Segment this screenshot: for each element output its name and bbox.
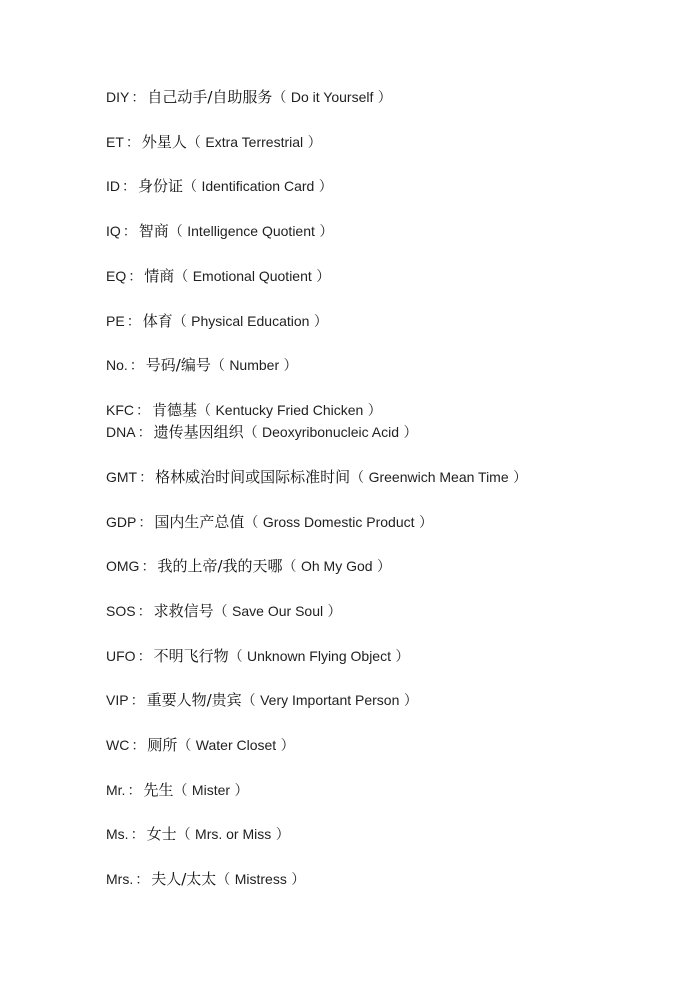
english-full-form: Kentucky Fried Chicken	[215, 402, 364, 418]
colon-separator: ：	[129, 358, 144, 374]
open-paren: （	[176, 827, 196, 843]
close-paren: ）	[414, 515, 433, 531]
chinese-meaning: 身份证	[138, 177, 184, 195]
open-paren: （	[350, 470, 369, 486]
chinese-meaning: 智商	[138, 222, 169, 240]
abbreviation: Ms.	[106, 826, 129, 842]
entry-wc	[106, 736, 295, 755]
colon-separator: ：	[131, 90, 146, 106]
english-full-form: Unknown Flying Object	[247, 648, 391, 664]
close-paren: ）	[508, 470, 528, 486]
chinese-meaning: 外星人	[141, 133, 187, 151]
entry-gmt	[106, 468, 527, 487]
colon-separator: ：	[138, 515, 153, 531]
abbreviation: KFC	[106, 402, 134, 418]
entry-ufo	[106, 647, 409, 666]
chinese-meaning: 号码/编号	[145, 356, 211, 374]
open-paren: （	[173, 783, 192, 799]
chinese-meaning: 遗传基因组织	[153, 423, 244, 441]
close-paren: ）	[309, 314, 328, 330]
chinese-meaning: 自己动手/自助服务	[147, 88, 273, 106]
abbreviation: ET	[106, 134, 124, 150]
close-paren: ）	[286, 872, 306, 888]
english-full-form: Mister	[191, 782, 231, 798]
abbreviation: SOS	[106, 603, 136, 619]
open-paren: （	[197, 403, 216, 419]
close-paren: ）	[363, 403, 382, 419]
abbreviation: GDP	[106, 514, 137, 530]
open-paren: （	[243, 425, 263, 441]
chinese-meaning: 夫人/太太	[151, 870, 217, 888]
colon-separator: ：	[130, 693, 145, 709]
entry-pe	[106, 312, 328, 331]
abbreviation: OMG	[106, 558, 140, 574]
entry-mrs	[106, 870, 305, 889]
chinese-meaning: 先生	[143, 781, 174, 799]
english-full-form: Identification Card	[201, 178, 315, 194]
entry-no	[106, 356, 298, 375]
close-paren: ）	[390, 649, 410, 665]
abbreviation: DNA	[106, 424, 136, 440]
close-paren: ）	[314, 179, 333, 195]
english-full-form: Intelligence Quotient	[187, 223, 315, 239]
close-paren: ）	[311, 269, 331, 285]
entry-omg	[106, 557, 391, 576]
chinese-meaning: 格林威治时间或国际标准时间	[155, 468, 351, 486]
english-full-form: Deoxyribonucleic Acid	[262, 424, 399, 440]
entry-diy	[106, 88, 392, 107]
abbreviation: EQ	[106, 268, 127, 284]
abbreviation: WC	[106, 737, 130, 753]
chinese-meaning: 情商	[144, 267, 175, 285]
english-full-form: Greenwich Mean Time	[368, 469, 509, 485]
entry-kfc	[106, 401, 382, 420]
english-full-form: Number	[229, 357, 280, 373]
open-paren: （	[213, 604, 233, 620]
open-paren: （	[241, 693, 261, 709]
abbreviation: ID	[106, 178, 120, 194]
english-full-form: Extra Terrestrial	[205, 134, 304, 150]
english-full-form: Do it Yourself	[290, 89, 374, 105]
chinese-meaning: 肯德基	[152, 401, 198, 419]
colon-separator: ：	[137, 425, 152, 441]
entry-et	[106, 133, 322, 152]
english-full-form: Gross Domestic Product	[262, 514, 415, 530]
colon-separator: ：	[135, 872, 150, 888]
close-paren: ）	[303, 135, 322, 151]
entry-id	[106, 177, 333, 196]
abbreviation: PE	[106, 313, 125, 329]
colon-separator: ：	[141, 559, 156, 575]
close-paren: ）	[279, 358, 298, 374]
chinese-meaning: 我的上帝/我的天哪	[157, 557, 283, 575]
abbreviation: IQ	[106, 223, 121, 239]
chinese-meaning: 厕所	[147, 736, 178, 754]
open-paren: （	[272, 90, 291, 106]
chinese-meaning: 求救信号	[153, 602, 214, 620]
chinese-meaning: 女士	[146, 825, 177, 843]
chinese-meaning: 不明飞行物	[153, 647, 229, 665]
colon-separator: ：	[122, 224, 137, 240]
colon-separator: ：	[131, 738, 146, 754]
english-full-form: Mistress	[234, 871, 287, 887]
open-paren: （	[172, 314, 192, 330]
english-full-form: Water Closet	[195, 737, 277, 753]
open-paren: （	[183, 179, 202, 195]
chinese-meaning: 重要人物/贵宾	[146, 691, 242, 709]
abbreviation: GMT	[106, 469, 138, 485]
open-paren: （	[210, 358, 230, 374]
open-paren: （	[168, 224, 188, 240]
colon-separator: ：	[122, 179, 136, 195]
colon-separator: ：	[127, 783, 142, 799]
close-paren: ）	[323, 604, 342, 620]
entry-sos	[106, 602, 342, 621]
english-full-form: Save Our Soul	[232, 603, 324, 619]
entry-gdp	[106, 513, 433, 532]
abbreviation: VIP	[106, 692, 129, 708]
colon-separator: ：	[130, 827, 145, 843]
abbreviation: Mr.	[106, 782, 126, 798]
open-paren: （	[282, 559, 301, 575]
abbreviation: Mrs.	[106, 871, 134, 887]
close-paren: ）	[372, 559, 392, 575]
abbreviation: UFO	[106, 648, 136, 664]
close-paren: ）	[230, 783, 249, 799]
entry-ms	[106, 825, 290, 844]
entry-eq	[106, 267, 330, 286]
chinese-meaning: 体育	[142, 312, 173, 330]
english-full-form: Oh My God	[300, 558, 373, 574]
close-paren: ）	[373, 90, 392, 106]
colon-separator: ：	[125, 135, 140, 151]
entry-dna	[106, 423, 417, 442]
colon-separator: ：	[128, 269, 143, 285]
close-paren: ）	[399, 693, 418, 709]
close-paren: ）	[399, 425, 418, 441]
entry-vip	[106, 691, 418, 710]
english-full-form: Very Important Person	[260, 692, 400, 708]
english-full-form: Mrs. or Miss	[195, 826, 272, 842]
colon-separator: ：	[137, 649, 152, 665]
entry-mr	[106, 781, 249, 800]
open-paren: （	[186, 135, 206, 151]
open-paren: （	[244, 515, 263, 531]
colon-separator: ：	[137, 604, 152, 620]
close-paren: ）	[314, 224, 334, 240]
colon-separator: ：	[139, 470, 154, 486]
open-paren: （	[174, 269, 193, 285]
close-paren: ）	[276, 738, 295, 754]
abbreviation: No.	[106, 357, 128, 373]
abbreviation: DIY	[106, 89, 130, 105]
english-full-form: Physical Education	[191, 313, 310, 329]
colon-separator: ：	[126, 314, 141, 330]
chinese-meaning: 国内生产总值	[154, 513, 245, 531]
colon-separator: ：	[136, 403, 150, 419]
open-paren: （	[228, 649, 248, 665]
open-paren: （	[216, 872, 235, 888]
close-paren: ）	[271, 827, 290, 843]
english-full-form: Emotional Quotient	[192, 268, 312, 284]
entry-iq	[106, 222, 333, 241]
open-paren: （	[177, 738, 196, 754]
